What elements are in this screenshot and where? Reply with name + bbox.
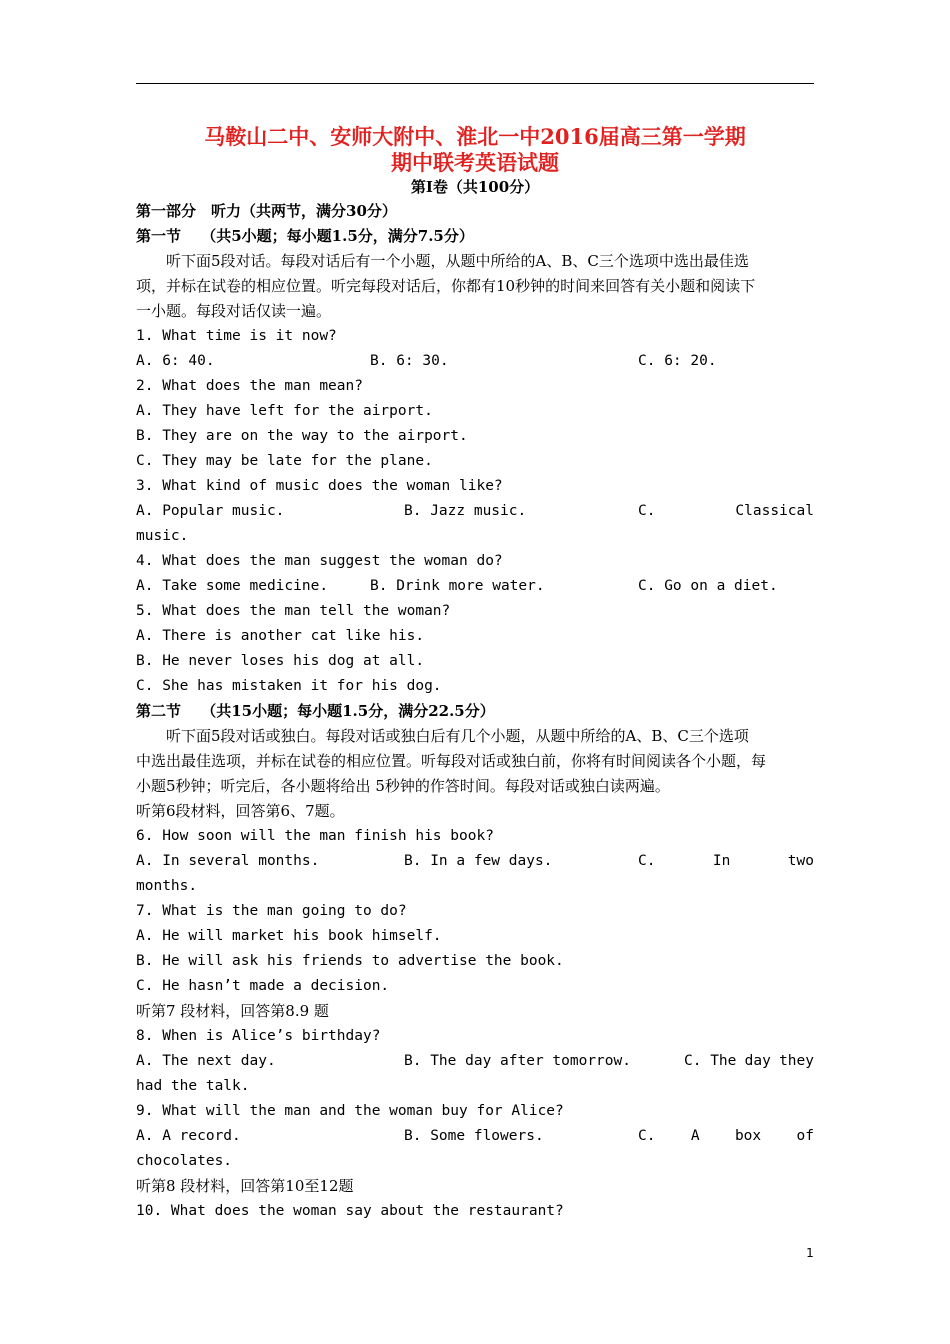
question-stem: 6. How soon will the man finish his book? [136, 828, 494, 844]
question-stem: 8. When is Alice’s birthday? [136, 1028, 381, 1044]
section2-instructions-line2: 中选出最佳选项，并标在试卷的相应位置。听每段对话或独白前，你将有时间阅读各个小题，每 [136, 752, 767, 770]
option-b: B. The day after tomorrow. [404, 1053, 631, 1069]
section1-instructions-line1: 听下面5段对话。每段对话后有一个小题，从题中所给的A、B、C三个选项中选出最佳选 [166, 252, 749, 270]
option-b: B. He will ask his friends to advertise the book. [136, 953, 564, 969]
option-a: A. The next day. [136, 1053, 276, 1069]
question-options [136, 349, 814, 374]
option-c [638, 849, 814, 874]
option-a: A. Popular music. [136, 503, 285, 519]
option-c-word: C. [638, 1128, 656, 1144]
option-b: B. 6: 30. [370, 353, 449, 369]
question-options [136, 574, 814, 599]
option-a: A. Take some medicine. [136, 578, 329, 594]
option-c-continued: months. [136, 878, 198, 894]
question-options [136, 1049, 814, 1074]
option-c-word: they [779, 1053, 814, 1069]
question-options [136, 849, 814, 874]
option-c-word: Classical [735, 503, 814, 519]
option-a: A. 6: 40. [136, 353, 215, 369]
option-a: A. There is another cat like his. [136, 628, 425, 644]
option-c-word: C. The [684, 1053, 737, 1069]
question-stem: 3. What kind of music does the woman like? [136, 478, 503, 494]
option-c-continued: had the talk. [136, 1078, 250, 1094]
question-stem: 1. What time is it now? [136, 328, 337, 344]
section2-instructions-line3: 小题5秒钟；听完后，各小题将给出 5秒钟的作答时间。每段对话或独白读两遍。 [136, 777, 670, 795]
option-c-continued: music. [136, 528, 189, 544]
option-a: A. He will market his book himself. [136, 928, 442, 944]
question-options [136, 1124, 814, 1149]
question-stem: 9. What will the man and the woman buy for Alice? [136, 1103, 564, 1119]
option-b: B. He never loses his dog at all. [136, 653, 425, 669]
section1-instructions-line3: 一小题。每段对话仅读一遍。 [136, 302, 332, 320]
option-c-word: C. [638, 853, 656, 869]
section2-instructions-line1: 听下面5段对话或独白。每段对话或独白后有几个小题，从题中所给的A、B、C三个选项 [166, 727, 749, 745]
section1-heading: 第一节 （共5小题；每小题1.5分，满分7.5分） [136, 227, 474, 245]
option-c-word: day [744, 1053, 771, 1069]
section1-instructions-line2: 项，并标在试卷的相应位置。听完每段对话后，你都有10秒钟的时间来回答有关小题和阅读下 [136, 277, 756, 295]
paper-subtitle: 第Ⅰ卷（共100分） [410, 178, 540, 196]
option-b: B. Some flowers. [404, 1128, 544, 1144]
option-c: C. He hasn’t made a decision. [136, 978, 390, 994]
exam-title-line1: 马鞍山二中、安师大附中、淮北一中2016届高三第一学期 [204, 124, 746, 149]
option-c: C. 6: 20. [638, 353, 717, 369]
option-b: B. In a few days. [404, 853, 553, 869]
option-c: C. Go on a diet. [638, 578, 778, 594]
option-c-continued: chocolates. [136, 1153, 233, 1169]
question-options [136, 499, 814, 524]
option-c-word: In [712, 853, 731, 869]
option-c-word: two [787, 853, 814, 869]
question-stem: 7. What is the man going to do? [136, 903, 407, 919]
option-a: A. They have left for the airport. [136, 403, 433, 419]
option-c [638, 1124, 814, 1149]
question-stem: 10. What does the woman say about the restaurant? [136, 1203, 564, 1219]
option-c [684, 1049, 814, 1074]
option-c-word: A [690, 1128, 700, 1144]
option-c-word: box [734, 1128, 762, 1144]
question-stem: 2. What does the man mean? [136, 378, 363, 394]
option-b: B. They are on the way to the airport. [136, 428, 468, 444]
option-c-word: C. [638, 503, 656, 519]
group-instruction: 听第8 段材料，回答第10至12题 [136, 1177, 354, 1195]
option-a: A. In several months. [136, 853, 320, 869]
option-a: A. A record. [136, 1128, 241, 1144]
header-rule [136, 83, 814, 84]
option-b: B. Drink more water. [370, 578, 545, 594]
exam-body [136, 199, 814, 1224]
part1-heading: 第一部分 听力（共两节，满分30分） [136, 202, 397, 220]
option-c: C. They may be late for the plane. [136, 453, 433, 469]
group-instruction: 听第6段材料，回答第6、7题。 [136, 802, 345, 820]
section2-heading: 第二节 （共15小题；每小题1.5分，满分22.5分） [136, 702, 495, 720]
question-stem: 5. What does the man tell the woman? [136, 603, 451, 619]
option-c: C. She has mistaken it for his dog. [136, 678, 442, 694]
option-c [638, 499, 814, 524]
question-stem: 4. What does the man suggest the woman do? [136, 553, 503, 569]
exam-title-line2: 期中联考英语试题 [391, 150, 559, 175]
option-c-word: of [796, 1128, 814, 1144]
page-number: 1 [806, 1246, 814, 1260]
option-b: B. Jazz music. [404, 503, 527, 519]
group-instruction: 听第7 段材料，回答第8.9 题 [136, 1002, 329, 1020]
